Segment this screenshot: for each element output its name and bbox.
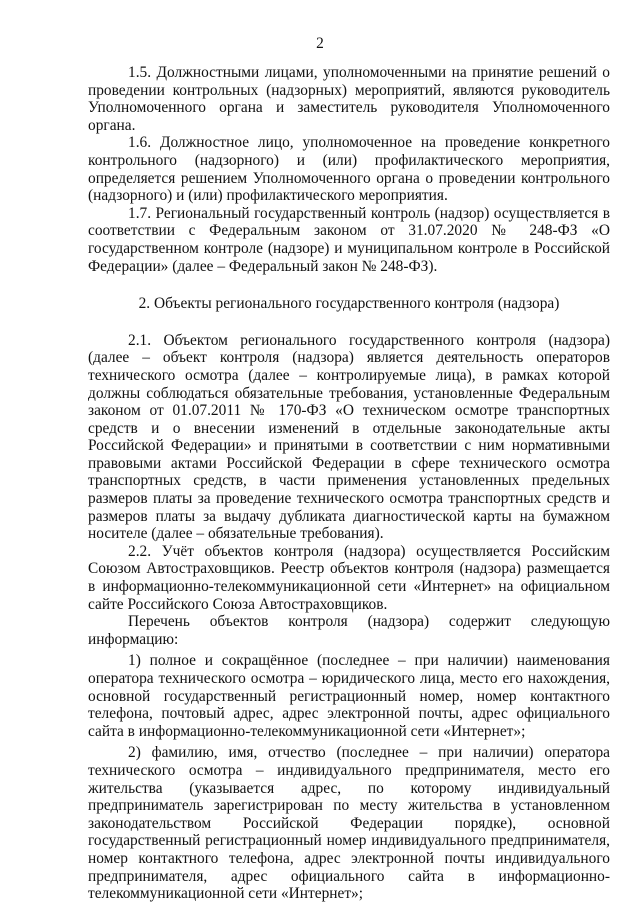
paragraph-2-2: 2.2. Учёт объектов контроля (надзора) осуществляется Российским Союзом Автостраховщиков. Реестр объектов контроля (надзора) размещается в информационно-телекоммуникационной сети «Интернет» на официальном сайте Российского Союза Автостраховщиков. — [88, 542, 610, 613]
paragraph-list-intro: Перечень объектов контроля (надзора) содержит следующую информацию: — [88, 613, 610, 648]
document-body — [88, 64, 610, 903]
paragraph-1-6: 1.6. Должностное лицо, уполномоченное на проведение конкретного контрольного (надзорного) и (или) профилактического мероприятия, определяется решением Уполномоченного органа о проведении контрольного (надзорного) и (или) профилактического мероприятия. — [88, 134, 610, 205]
paragraph-1-5: 1.5. Должностными лицами, уполномоченными на принятие решений о проведении контрольных (надзорных) мероприятий, являются руководитель Уполномоченного органа и заместитель руководителя Уполномоченного органа. — [88, 64, 610, 134]
page-number: 2 — [316, 35, 324, 52]
list-item-2: 2) фамилию, имя, отчество (последнее – при наличии) оператора технического осмотра – индивидуального предпринимателя, место его жительства (указывается адрес, по которому индивидуальный предприниматель зарегистрирован по месту жительства в установленном законодательством Российской Федерации порядке), основной государственный регистрационный номер индивидуального предпринимателя, номер контактного телефона, адрес электронной почты индивидуального предпринимателя, адрес официального сайта в информационно-телекоммуникационной сети «Интернет»; — [88, 744, 610, 903]
paragraph-2-1: 2.1. Объектом регионального государственного контроля (надзора) (далее – объект контроля (надзора) является деятельность операторов технического осмотра (далее – контролируемые лица), в рамках которой должны соблюдаться обязательные требования, установленные Федеральным законом от 01.07.2011 № 170-ФЗ «О техническом осмотре транспортных средств и о внесении изменений в отдельные законодательные акты Российской Федерации» и принятыми в соответствии с ним нормативными правовыми актами Российской Федерации в сфере технического осмотра транспортных средств, в части применения установленных предельных размеров платы за проведение технического осмотра транспортных средств и размеров платы за выдачу дубликата диагностической карты на бумажном носителе (далее – обязательные требования). — [88, 331, 610, 543]
paragraph-1-7: 1.7. Региональный государственный контроль (надзор) осуществляется в соответствии с Федеральным законом от 31.07.2020 № 248-ФЗ «О государственном контроле (надзоре) и муниципальном контроле в Российской Федерации» (далее – Федеральный закон № 248-ФЗ). — [88, 204, 610, 275]
list-item-1: 1) полное и сокращённое (последнее – при наличии) наименования оператора технического осмотра – юридического лица, место его нахождения, основной государственный регистрационный номер, номер контактного телефона, почтовый адрес, адрес электронной почты, адрес официального сайта в информационно-телекоммуникационной сети «Интернет»; — [88, 652, 610, 740]
section-heading: 2. Объекты регионального государственного контроля (надзора) — [138, 295, 560, 313]
